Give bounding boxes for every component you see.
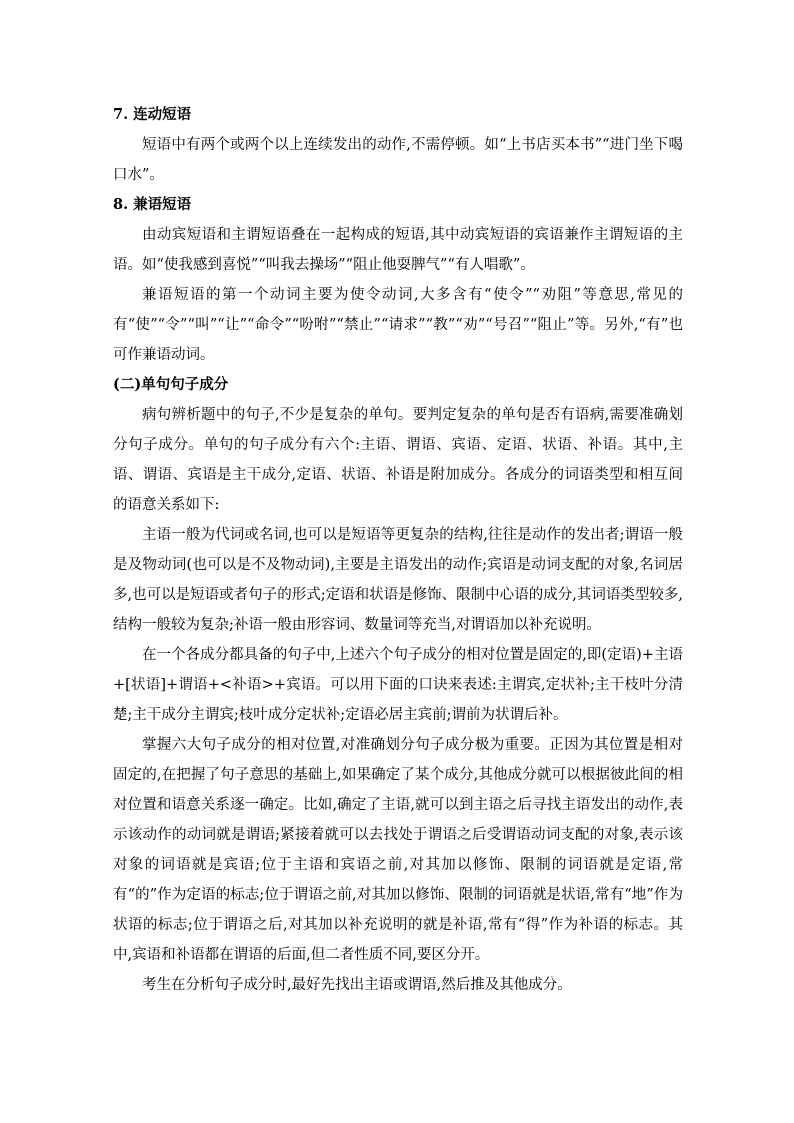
paragraph-2-3: 在一个各成分都具备的句子中,上述六个句子成分的相对位置是固定的,即(定语)+主语+[状语]+谓语+<补语>+宾语。可以用下面的口诀来表述:主谓宾,定状补;主干枝叶分清楚;主干成分主谓宾;枝叶成分定状补;定语必居主宾前;谓前为状谓后补。	[113, 647, 683, 723]
paragraph-2-1: 病句辨析题中的句子,不少是复杂的单句。要判定复杂的单句是否有语病,需要准确划分句子成分。单句的句子成分有六个:主语、谓语、宾语、定语、状语、补语。其中,主语、谓语、宾语是主干成分,定语、状语、补语是附加成分。各成分的词语类型和相互间的语意关系如下:	[113, 407, 683, 513]
section-heading-8: 8. 兼语短语	[113, 196, 192, 213]
document-page	[113, 100, 683, 1000]
paragraph-8-2: 兼语短语的第一个动词主要为使令动词,大多含有“使令”“劝阻”等意思,常见的有“使”“令”“叫”“让”“命令”“吩咐”“禁止”“请求”“教”“劝”“号召”“阻止”等。另外,“有”也可作兼语动词。	[113, 287, 683, 363]
section-heading-7: 7. 连动短语	[113, 106, 192, 123]
paragraph-2-4: 掌握六大句子成分的相对位置,对准确划分句子成分极为重要。正因为其位置是相对固定的,在把握了句子意思的基础上,如果确定了某个成分,其他成分就可以根据彼此间的相对位置和语意关系逐一确定。比如,确定了主语,就可以到主语之后寻找主语发出的动作,表示该动作的动词就是谓语;紧接着就可以去找处于谓语之后受谓语动词支配的对象,表示该对象的词语就是宾语;位于主语和宾语之前,对其加以修饰、限制的词语就是定语,常有“的”作为定语的标志;位于谓语之前,对其加以修饰、限制的词语就是状语,常有“地”作为状语的标志;位于谓语之后,对其加以补充说明的就是补语,常有“得”作为补语的标志。其中,宾语和补语都在谓语的后面,但二者性质不同,要区分开。	[113, 737, 683, 963]
paragraph-2-5: 考生在分析句子成分时,最好先找出主语或谓语,然后推及其他成分。	[142, 977, 572, 993]
paragraph-8-1: 由动宾短语和主谓短语叠在一起构成的短语,其中动宾短语的宾语兼作主谓短语的主语。如“使我感到喜悦”“叫我去操场”“阻止他耍脾气”“有人唱歌”。	[113, 227, 683, 273]
paragraph-7-1: 短语中有两个或两个以上连续发出的动作,不需停顿。如“上书店买本书”“进门坐下喝口水”。	[113, 137, 683, 183]
section-heading-2: (二)单句句子成分	[113, 376, 229, 393]
paragraph-2-2: 主语一般为代词或名词,也可以是短语等更复杂的结构,往往是动作的发出者;谓语一般是及物动词(也可以是不及物动词),主要是主语发出的动作;宾语是动词支配的对象,名词居多,也可以是短语或者句子的形式;定语和状语是修饰、限制中心语的成分,其词语类型较多,结构一般较为复杂;补语一般由形容词、数量词等充当,对谓语加以补充说明。	[113, 527, 683, 633]
